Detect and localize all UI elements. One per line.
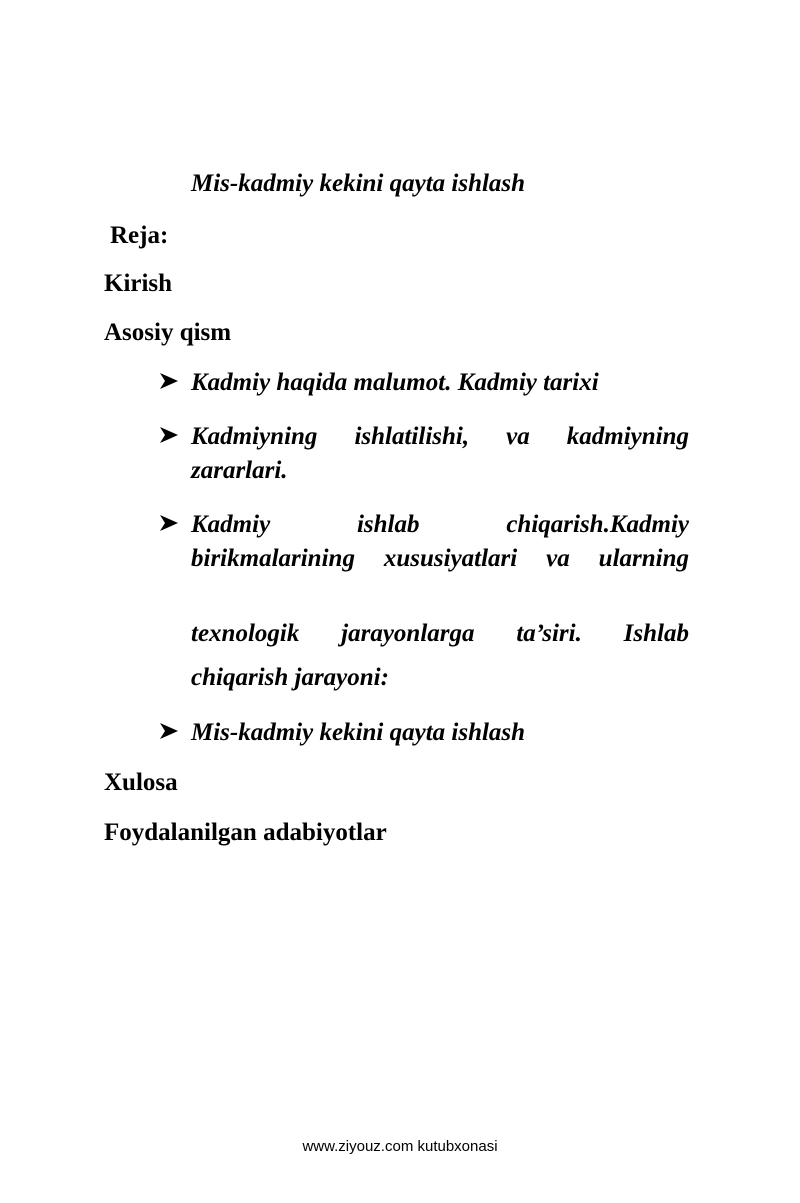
section-conclusion: Xulosa xyxy=(104,769,178,796)
list-item xyxy=(157,420,689,488)
list-item-text: Kadmiy ishlab chiqarish.Kadmiy birikmalarining xususiyatlari va ularning xyxy=(191,511,689,572)
list-item-text: Mis-kadmiy kekini qayta ishlash xyxy=(191,719,526,746)
continuation-line: texnologik jarayonlarga ta’siri. Ishlab xyxy=(191,620,689,647)
arrowhead-bullet-icon xyxy=(157,420,181,450)
arrowhead-bullet-icon xyxy=(157,366,181,396)
section-intro: Kirish xyxy=(104,270,173,297)
footer-source: www.ziyouz.com kutubxonasi xyxy=(302,1138,498,1155)
section-main: Asosiy qism xyxy=(104,319,232,346)
list-item xyxy=(157,508,689,576)
list-item-text: Kadmiy haqida malumot. Kadmiy tarixi xyxy=(191,369,599,396)
list-item-continuation xyxy=(191,612,689,700)
section-references: Foydalanilgan adabiyotlar xyxy=(104,819,387,846)
list-item-text: Kadmiyning ishlatilishi, va kadmiyning zararlari. xyxy=(191,423,689,484)
document-title: Mis-kadmiy kekini qayta ishlash xyxy=(191,170,526,197)
arrowhead-bullet-icon xyxy=(157,716,181,746)
list-item xyxy=(157,366,689,400)
arrowhead-bullet-icon xyxy=(157,508,181,538)
list-item xyxy=(157,716,689,750)
plan-label: Reja: xyxy=(110,222,169,249)
continuation-line: chiqarish jarayoni: xyxy=(191,664,389,691)
